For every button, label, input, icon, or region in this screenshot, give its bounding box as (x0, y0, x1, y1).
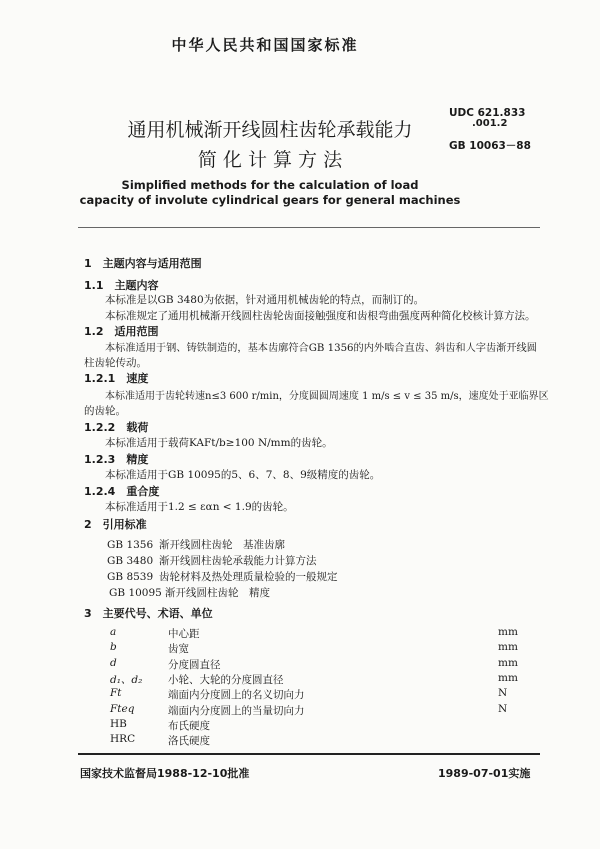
effective-date: 1989-07-01实施 (438, 767, 531, 780)
reference-title: 渐开线圆柱齿轮 精度 (165, 587, 270, 599)
reference-item (107, 569, 338, 584)
unit: mm (498, 672, 518, 684)
section-2-heading: 2 引用标准 (84, 518, 147, 531)
term: 小轮、大轮的分度圆直径 (168, 674, 284, 686)
paragraph: 本标准适用于1.2 ≤ εαn < 1.9的齿轮。 (105, 501, 294, 513)
paragraph: 本标准规定了通用机械渐开线圆柱齿轮齿面接触强度和齿根弯曲强度两种简化校核计算方法。 (105, 310, 536, 322)
section-1-2-4-heading: 1.2.4 重合度 (84, 485, 160, 498)
term: 端面内分度圆上的名义切向力 (168, 689, 305, 701)
term: 洛氏硬度 (168, 735, 210, 747)
term: 布氏硬度 (168, 720, 210, 732)
term: 齿宽 (168, 643, 189, 655)
reference-item (109, 585, 270, 600)
paragraph: 本标准适用于钢、铸铁制造的，基本齿廓符合GB 1356的内外啮合直齿、斜齿和人字齿渐开线圆 (105, 343, 537, 354)
unit: mm (498, 626, 518, 638)
paragraph: 本标准适用于齿轮转速n≤3 600 r/min，分度圆圆周速度 1 m/s ≤ v ≤ 35 m/s，速度处于亚临界区 (105, 391, 549, 402)
english-title-line1: Simplified methods for the calculation of load (121, 178, 419, 192)
reference-code: GB 1356 (107, 539, 154, 551)
footer-divider (78, 753, 540, 755)
paragraph: 柱齿轮传动。 (84, 357, 147, 369)
section-1-2-1-heading: 1.2.1 速度 (84, 372, 149, 385)
symbol: HB (110, 718, 127, 730)
term: 端面内分度圆上的当量切向力 (168, 705, 305, 717)
udc-code-suffix: .001.2 (472, 118, 508, 129)
reference-code: GB 10095 (109, 587, 162, 599)
reference-code: GB 3480 (107, 555, 154, 567)
section-1-2-3-heading: 1.2.3 精度 (84, 453, 149, 466)
approval-date: 国家技术监督局1988-12-10批准 (80, 767, 250, 780)
symbol: Ft (110, 687, 122, 699)
symbol: a (110, 626, 117, 638)
paragraph: 本标准适用于载荷KAFt/b≥100 N/mm的齿轮。 (105, 437, 333, 449)
term: 分度圆直径 (168, 659, 221, 671)
section-3-heading: 3 主要代号、术语、单位 (84, 607, 213, 620)
section-1-2-heading: 1.2 适用范围 (84, 325, 159, 338)
reference-title: 渐开线圆柱齿轮 基准齿廓 (159, 539, 285, 551)
paragraph: 的齿轮。 (84, 405, 126, 417)
reference-item (107, 537, 285, 552)
english-title-line2: capacity of involute cylindrical gears for general machines (79, 193, 461, 207)
symbol: b (110, 641, 117, 653)
term: 中心距 (168, 628, 200, 640)
reference-item (107, 553, 317, 568)
symbol: d₁、d₂ (110, 674, 143, 686)
symbol: HRC (110, 733, 136, 745)
section-1-1-heading: 1.1 主题内容 (84, 279, 159, 292)
reference-title: 齿轮材料及热处理质量检验的一般规定 (159, 571, 338, 583)
udc-code: UDC 621.833 (449, 107, 526, 119)
unit: mm (498, 657, 518, 669)
title-line1: 通用机械渐开线圆柱齿轮承载能力 (127, 119, 413, 141)
section-1-2-2-heading: 1.2.2 载荷 (84, 421, 149, 434)
title-line2: 简 化 计 算 方 法 (197, 149, 343, 171)
unit: N (498, 703, 508, 715)
reference-code: GB 8539 (107, 571, 154, 583)
symbol: Fteq (110, 703, 135, 715)
national-standard-label: 中华人民共和国国家标准 (171, 36, 359, 54)
section-1-heading: 1 主题内容与适用范围 (84, 257, 202, 270)
reference-title: 渐开线圆柱齿轮承载能力计算方法 (159, 555, 317, 567)
gb-number: GB 10063－88 (449, 140, 531, 152)
paragraph: 本标准适用于GB 10095的5、6、7、8、9级精度的齿轮。 (105, 469, 381, 481)
unit: N (498, 687, 508, 699)
unit: mm (498, 641, 518, 653)
header-divider (78, 227, 540, 228)
symbol: d (110, 657, 117, 669)
paragraph: 本标准是以GB 3480为依据，针对通用机械齿轮的特点，而制订的。 (105, 294, 425, 306)
